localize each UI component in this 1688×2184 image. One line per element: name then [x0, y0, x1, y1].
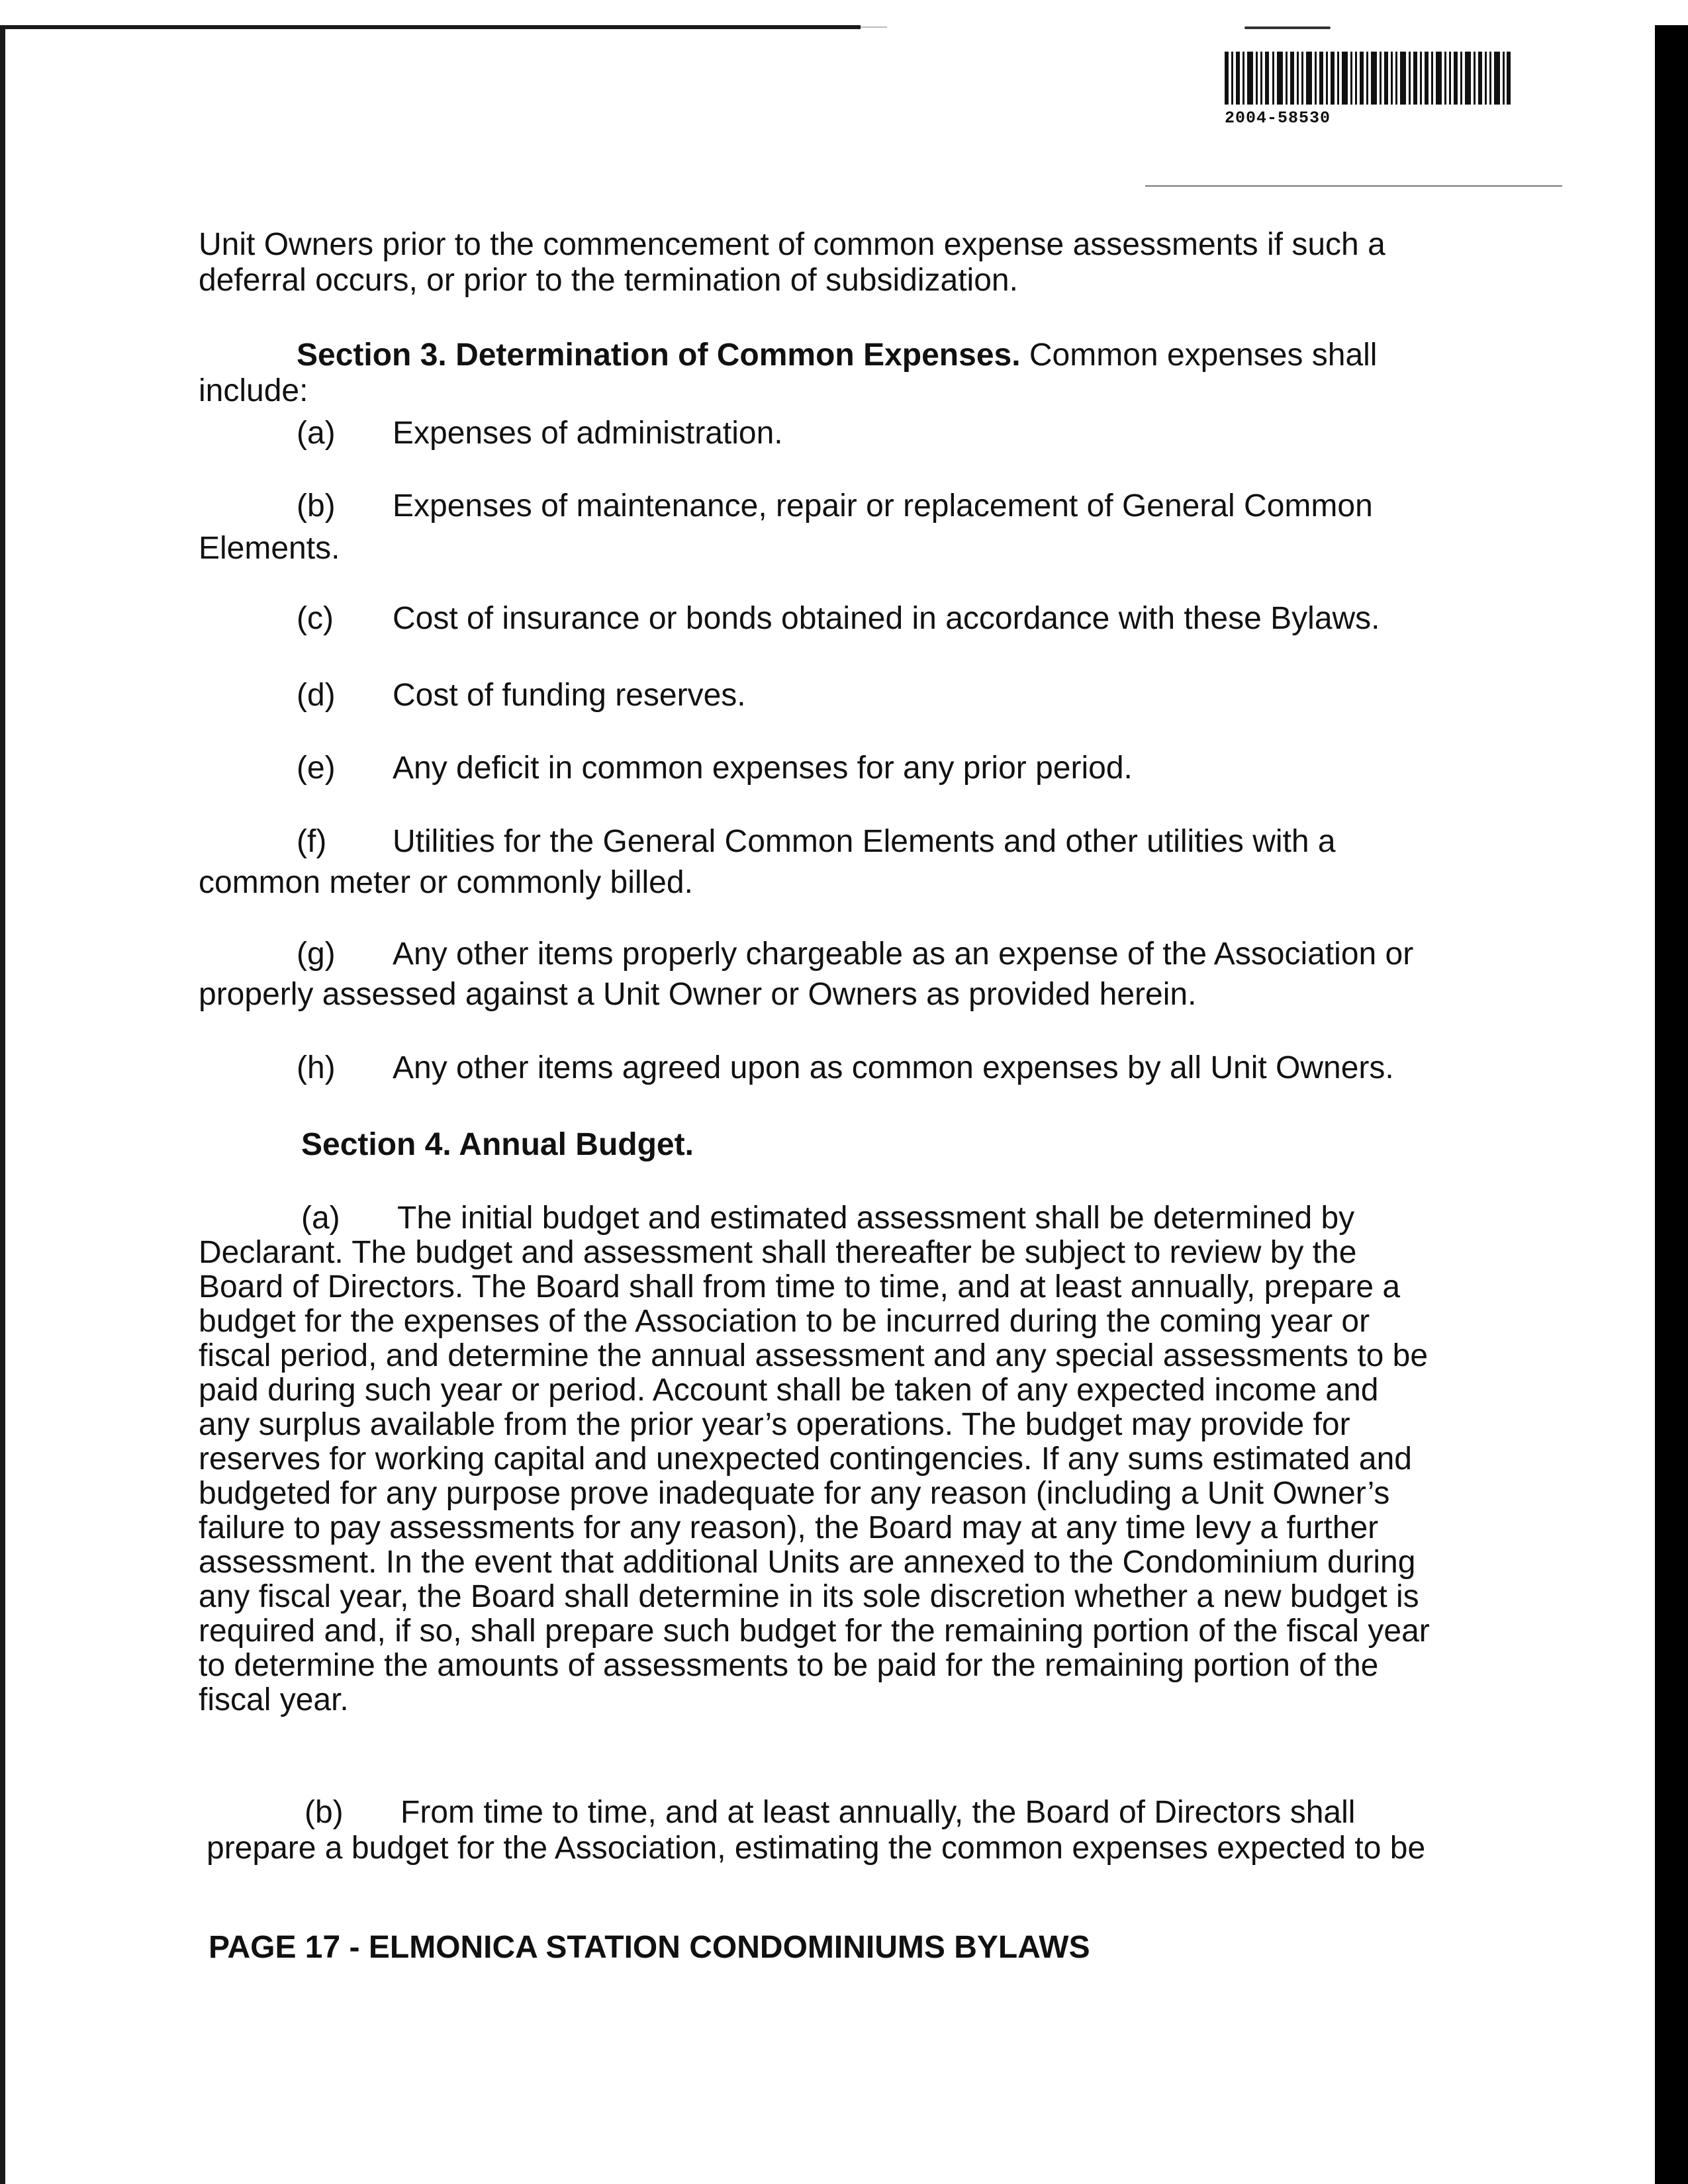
list-item [297, 936, 1413, 972]
page-footer: PAGE 17 - ELMONICA STATION CONDOMINIUMS BYLAWS [209, 1930, 1090, 1965]
item-label: (h) [297, 1050, 336, 1085]
paragraph-line: to determine the amounts of assessments to be paid for the remaining portion of the [199, 1648, 1379, 1683]
paragraph-line: prepare a budget for the Association, estimating the common expenses expected to be [207, 1831, 1426, 1866]
item-label: (a) [297, 416, 336, 451]
paragraph-line: budgeted for any purpose prove inadequate for any reason (including a Unit Owner’s [199, 1476, 1390, 1511]
section-3-heading: Section 3. Determination of Common Expenses. [297, 338, 1021, 373]
scan-top-edge-faint [861, 26, 887, 28]
scan-right-edge [1655, 25, 1688, 2184]
item-text: Any deficit in common expenses for any prior period. [393, 751, 1133, 786]
item-label: (c) [297, 601, 334, 636]
paragraph-line: any fiscal year, the Board shall determine in its sole discretion whether a new budget is [199, 1579, 1419, 1614]
continuation-line-1: Unit Owners prior to the commencement of common expense assessments if such a [199, 227, 1385, 262]
continuation-line-2: deferral occurs, or prior to the termination of subsidization. [199, 263, 1018, 298]
paragraph-line: budget for the expenses of the Association to be incurred during the coming year or [199, 1304, 1370, 1339]
section-4-heading: Section 4. Annual Budget. [301, 1127, 694, 1162]
list-item [297, 824, 1336, 860]
item-text: Cost of funding reserves. [393, 678, 746, 713]
barcode-icon [1225, 52, 1511, 105]
paragraph-line: Board of Directors. The Board shall from time to time, and at least annually, prepare a [199, 1269, 1401, 1304]
item-text-continued: properly assessed against a Unit Owner or Owners as provided herein. [199, 977, 1197, 1012]
item-label: (b) [297, 488, 336, 523]
list-item [297, 751, 1133, 786]
section-3-intro-rest: Common expenses shall [1020, 338, 1378, 373]
paragraph-line: assessment. In the event that additional Units are annexed to the Condominium during [199, 1545, 1416, 1580]
paragraph-line: paid during such year or period. Account shall be taken of any expected income and [199, 1373, 1379, 1408]
item-label: (e) [297, 751, 336, 786]
recording-number: 2004-58530 [1225, 109, 1331, 128]
item-text-continued: common meter or commonly billed. [199, 865, 693, 900]
list-item [297, 416, 783, 451]
paragraph-line: failure to pay assessments for any reason), the Board may at any time levy a further [199, 1510, 1379, 1545]
item-text: Utilities for the General Common Elements and other utilities with a [393, 824, 1336, 859]
list-item [297, 601, 1380, 637]
item-label: (b) [305, 1795, 344, 1830]
paragraph-line: fiscal year. [199, 1682, 349, 1717]
list-item [297, 678, 746, 713]
item-text: Any other items properly chargeable as an expense of the Association or [393, 936, 1414, 972]
scan-mark [1244, 26, 1331, 29]
item-text-continued: Elements. [199, 531, 340, 566]
item-text: Expenses of maintenance, repair or replacement of General Common [393, 488, 1373, 523]
paragraph-line: reserves for working capital and unexpected contingencies. If any sums estimated and [199, 1441, 1412, 1477]
section-3-intro [297, 338, 1377, 373]
item-label: (a) [301, 1201, 340, 1236]
scan-left-edge [0, 25, 5, 2184]
paragraph-line: required and, if so, shall prepare such budget for the remaining portion of the fiscal year [199, 1614, 1430, 1649]
item-text: The initial budget and estimated assessment shall be determined by [397, 1201, 1355, 1236]
item-label: (f) [297, 824, 327, 859]
paragraph-line: fiscal period, and determine the annual assessment and any special assessments to be [199, 1338, 1429, 1373]
item-text: Cost of insurance or bonds obtained in accordance with these Bylaws. [393, 601, 1380, 636]
list-item [301, 1201, 1354, 1236]
item-text: From time to time, and at least annually, the Board of Directors shall [400, 1795, 1356, 1830]
scan-top-edge [0, 25, 861, 29]
paragraph-line: any surplus available from the prior year’s operations. The budget may provide for [199, 1407, 1350, 1442]
list-item [297, 1050, 1394, 1086]
item-label: (g) [297, 936, 336, 972]
paragraph-line: Declarant. The budget and assessment shall thereafter be subject to review by the [199, 1235, 1357, 1270]
list-item [297, 488, 1373, 524]
section-3-intro-line-2: include: [199, 373, 308, 408]
recording-stamp-line [1145, 185, 1562, 187]
item-text: Expenses of administration. [393, 416, 783, 451]
item-text: Any other items agreed upon as common expenses by all Unit Owners. [393, 1050, 1394, 1085]
item-label: (d) [297, 678, 336, 713]
list-item [305, 1795, 1355, 1831]
